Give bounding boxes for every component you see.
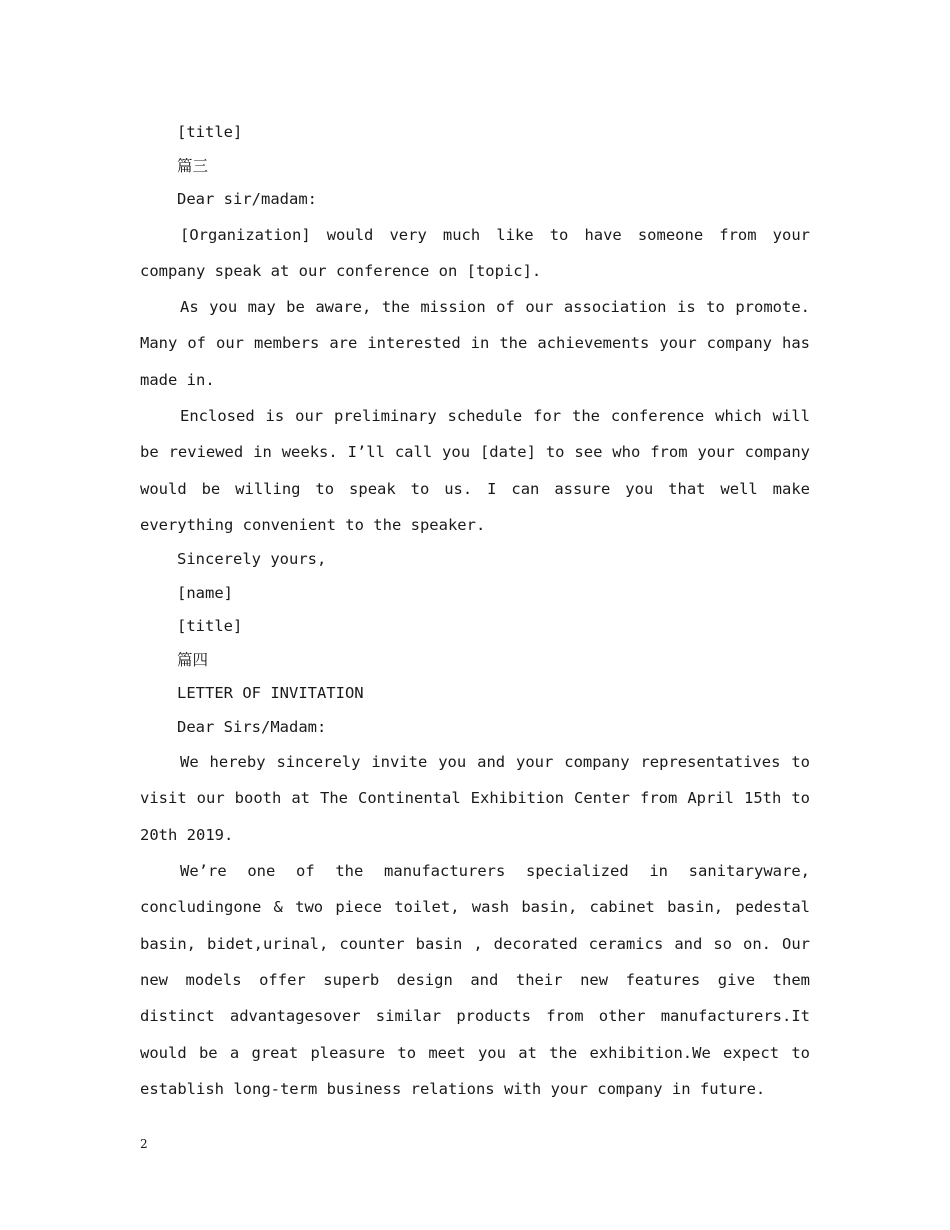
- page-number: 2: [140, 1137, 148, 1151]
- paragraph: As you may be aware, the mission of our association is to promote. Many of our members are interested in the achievements your company has made in.: [140, 298, 810, 389]
- section-heading-part-four: 篇四: [177, 650, 209, 669]
- letter-heading: LETTER OF INVITATION: [177, 684, 364, 703]
- name-placeholder: [name]: [177, 583, 233, 602]
- paragraph: We’re one of the manufacturers specialized in sanitaryware, concludingone & two piece toilet, wash basin, cabinet basin, pedestal basin, bidet,urinal, counter basin , decorated ceramics and so on. Our new models offer superb design and their new features give them distinct advantagesover similar products from other manufacturers.It would be a great pleasure to meet you at the exhibition.We expect to establish long-term business relations with your company in future.: [140, 862, 810, 1098]
- salutation: Dear Sirs/Madam:: [177, 717, 327, 736]
- salutation: Dear sir/madam:: [177, 190, 317, 208]
- paragraph: We hereby sincerely invite you and your company representatives to visit our booth at The Continental Exhibition Center from April 15th to 20th 2019.: [140, 753, 810, 844]
- closing: Sincerely yours,: [177, 550, 327, 569]
- document-body: [140, 116, 810, 1107]
- paragraph: Enclosed is our preliminary schedule for the conference which will be reviewed in weeks. I’ll call you [date] to see who from your company would be willing to speak to us. I can assure you that well make everything convenient to the speaker.: [140, 406, 810, 534]
- paragraph: [Organization] would very much like to have someone from your company speak at our conference on [topic].: [140, 225, 810, 280]
- title-placeholder: [title]: [177, 617, 243, 636]
- title-placeholder: [title]: [177, 123, 243, 141]
- section-heading-part-three: 篇三: [177, 156, 209, 175]
